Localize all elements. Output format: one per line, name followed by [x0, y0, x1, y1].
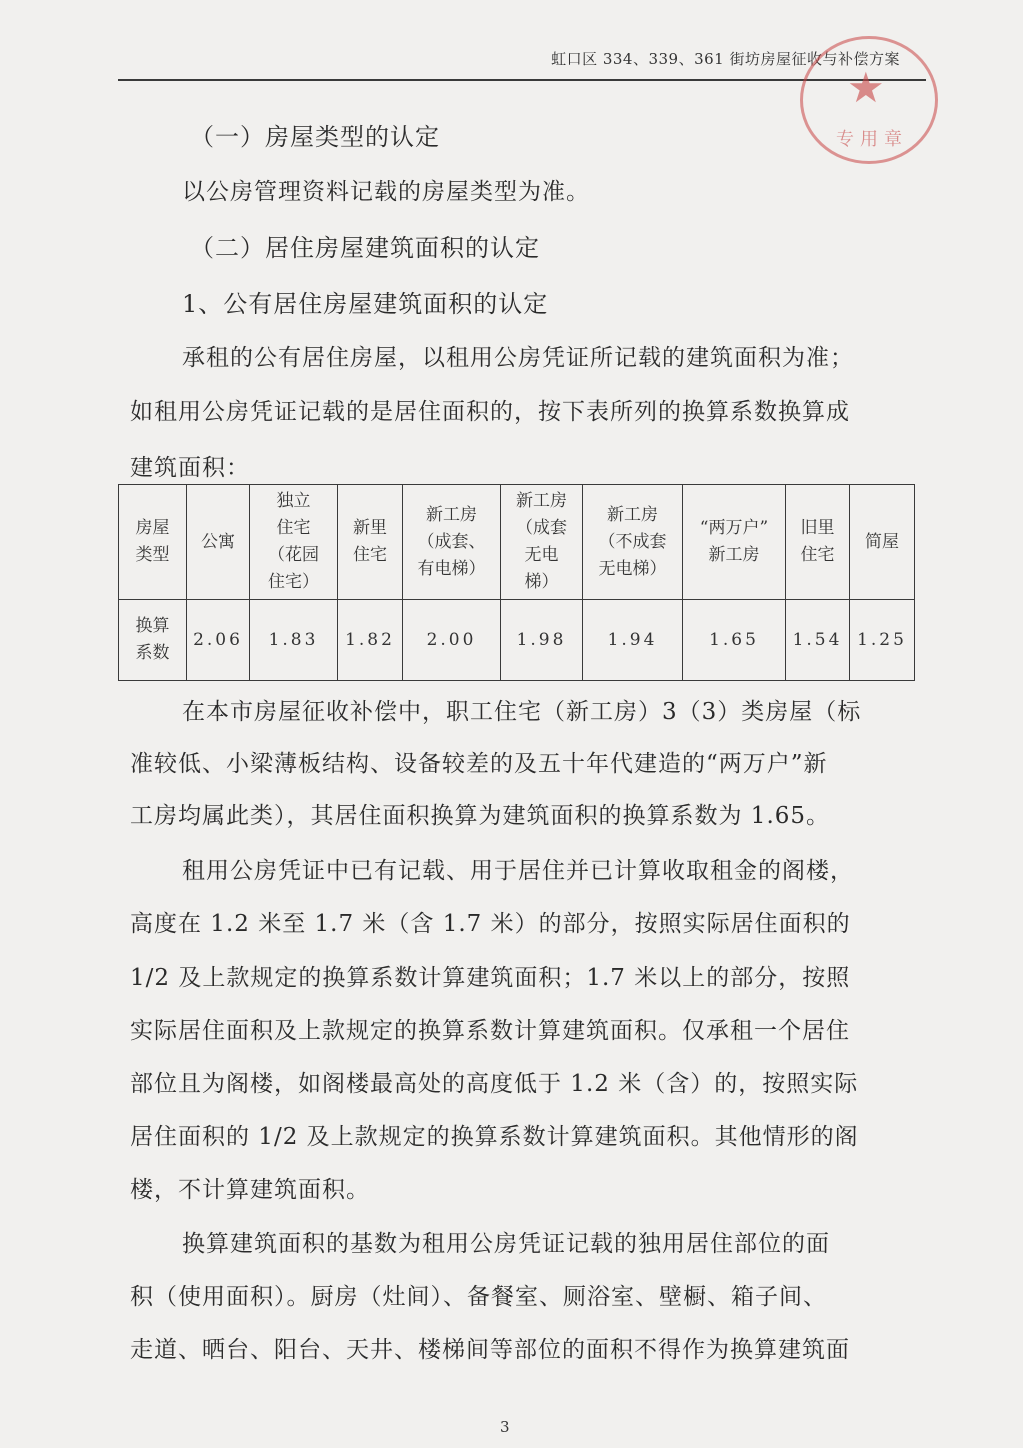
table-cell	[403, 485, 501, 600]
para3-line-4: 实际居住面积及上款规定的换算系数计算建筑面积。仅承租一个居住	[130, 1018, 850, 1044]
intro-line-2: 如租用公房凭证记载的是居住面积的，按下表所列的换算系数换算成	[130, 399, 850, 425]
para3-line-5: 部位且为阁楼，如阁楼最高处的高度低于 1.2 米（含）的，按照实际	[130, 1071, 859, 1097]
intro-line-1: 承租的公有居住房屋，以租用公房凭证所记载的建筑面积为准；	[182, 345, 854, 371]
cell-text: 1.94	[607, 629, 658, 650]
heading-area: （二）居住房屋建筑面积的认定	[190, 234, 540, 262]
table-cell	[683, 485, 786, 600]
table-cell	[338, 485, 403, 600]
para3-line-2: 高度在 1.2 米至 1.7 米（含 1.7 米）的部分，按照实际居住面积的	[130, 911, 851, 937]
page-header: 虹口区 334、339、361 街坊房屋征收与补偿方案	[551, 50, 900, 68]
page-number: 3	[500, 1418, 510, 1436]
table-cell	[403, 600, 501, 681]
cell-text: 1.98	[516, 629, 567, 650]
cell-text: 新里 住宅	[353, 518, 387, 565]
cell-text: 1.83	[268, 629, 319, 650]
para2-line-1: 在本市房屋征收补偿中，职工住宅（新工房）3（3）类房屋（标	[182, 699, 862, 725]
cell-text: 2.06	[193, 629, 243, 650]
cell-text: 公寓	[201, 531, 235, 552]
cell-text: 1.54	[792, 629, 843, 650]
para4-line-3: 走道、晒台、阳台、天井、楼梯间等部位的面积不得作为换算建筑面	[130, 1337, 850, 1363]
table-cell	[786, 485, 850, 600]
cell-text: 新工房 （成套 无电 梯）	[516, 491, 567, 592]
cell-text: 2.00	[426, 629, 477, 650]
table-row	[119, 600, 915, 681]
table-cell	[583, 485, 683, 600]
para3-line-6: 居住面积的 1/2 及上款规定的换算系数计算建筑面积。其他情形的阁	[130, 1124, 859, 1150]
table-cell	[119, 600, 187, 681]
intro-line-3: 建筑面积：	[130, 455, 250, 481]
cell-text: 1.25	[857, 629, 907, 650]
para2-line-2: 准较低、小梁薄板结构、设备较差的及五十年代建造的“两万户”新	[130, 751, 828, 777]
table-cell	[850, 600, 915, 681]
para4-line-2: 积（使用面积）。厨房（灶间）、备餐室、厕浴室、壁橱、箱子间、	[130, 1284, 827, 1310]
para3-line-3: 1/2 及上款规定的换算系数计算建筑面积；1.7 米以上的部分，按照	[130, 965, 851, 991]
table-row	[119, 485, 915, 600]
cell-text: 1.65	[709, 629, 759, 650]
table-cell	[187, 600, 250, 681]
official-stamp	[800, 36, 938, 164]
table-cell	[250, 485, 338, 600]
cell-text: 新工房 （成套、 有电梯）	[417, 504, 486, 579]
table-cell	[683, 600, 786, 681]
table-cell	[850, 485, 915, 600]
star-icon: ★	[847, 63, 885, 112]
cell-text: 简屋	[865, 531, 899, 552]
para4-line-1: 换算建筑面积的基数为租用公房凭证记载的独用居住部位的面	[182, 1231, 830, 1257]
cell-text: 新工房 （不成套 无电梯）	[598, 504, 667, 579]
table-cell	[187, 485, 250, 600]
table-cell	[119, 485, 187, 600]
cell-text: 房屋 类型	[135, 518, 170, 565]
cell-text: 独立 住宅 （花园 住宅）	[268, 491, 319, 592]
heading-house-type: （一）房屋类型的认定	[190, 123, 440, 151]
cell-text: “两万户” 新工房	[699, 518, 769, 565]
conversion-table	[118, 484, 915, 681]
heading-public-area: 1、公有居住房屋建筑面积的认定	[182, 290, 549, 318]
table-cell	[501, 600, 583, 681]
table-cell	[250, 600, 338, 681]
table-cell	[786, 600, 850, 681]
para2-line-3: 工房均属此类），其居住面积换算为建筑面积的换算系数为 1.65。	[130, 803, 831, 829]
para3-line-7: 楼，不计算建筑面积。	[130, 1177, 370, 1203]
stamp-text: 专用章	[836, 129, 908, 150]
cell-text: 旧里 住宅	[800, 518, 835, 565]
para3-line-1: 租用公房凭证中已有记载、用于居住并已计算收取租金的阁楼，	[182, 858, 854, 884]
table-cell	[501, 485, 583, 600]
cell-text: 换算 系数	[135, 616, 170, 663]
house-type-text: 以公房管理资料记载的房屋类型为准。	[182, 179, 590, 205]
table-cell	[583, 600, 683, 681]
table-cell	[338, 600, 403, 681]
cell-text: 1.82	[345, 629, 395, 650]
